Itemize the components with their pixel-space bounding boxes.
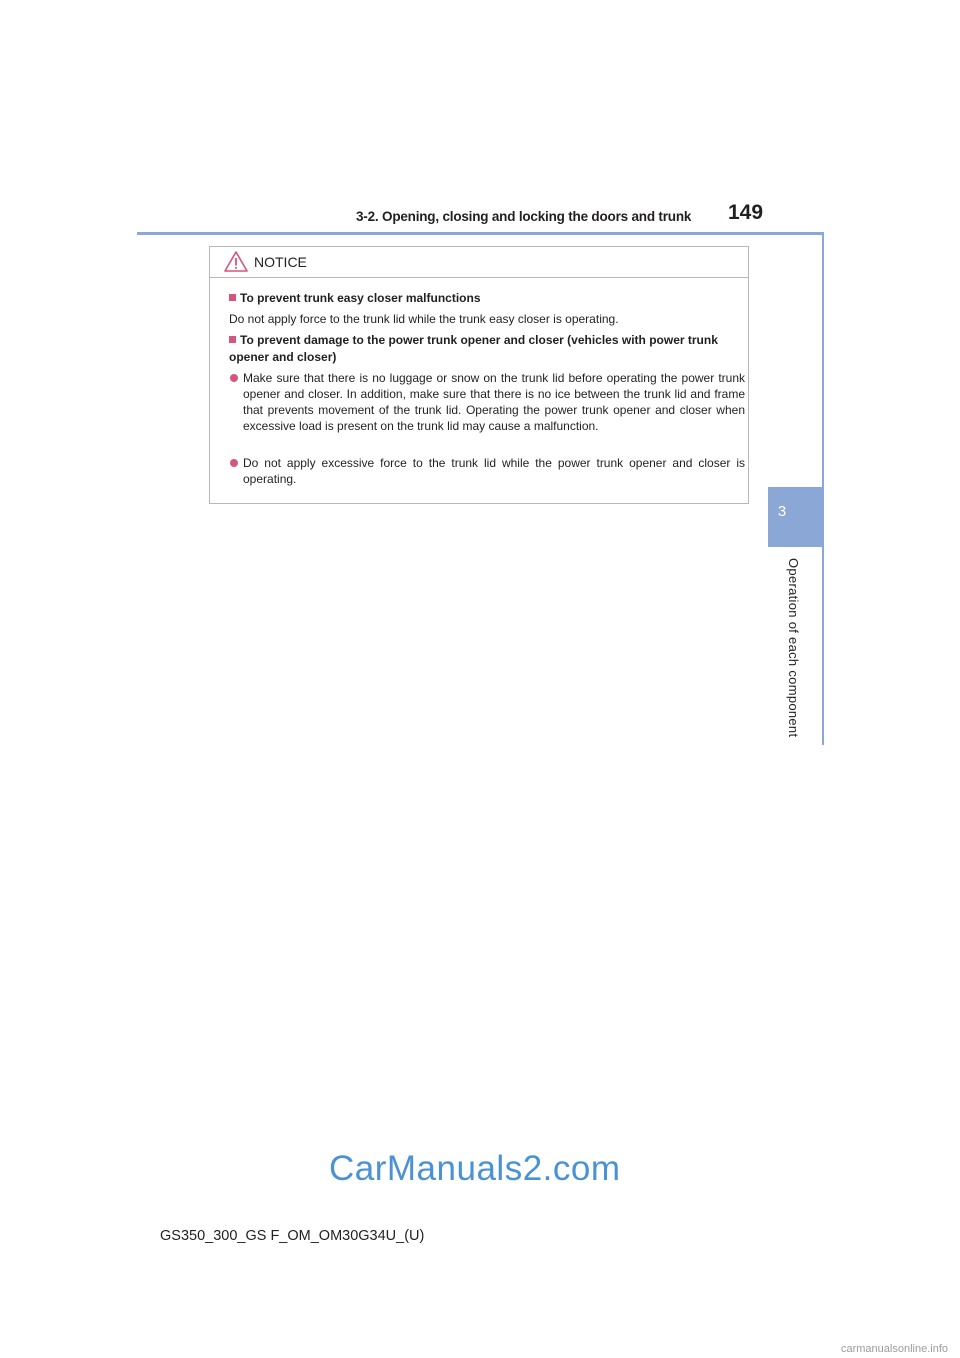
round-bullet-icon <box>230 374 238 382</box>
chapter-title: Operation of each component <box>786 558 801 738</box>
notice-item-title: To prevent trunk easy closer malfunctions <box>229 290 745 307</box>
square-bullet-icon <box>229 336 236 343</box>
notice-item-title: To prevent damage to the power trunk opener and closer (vehicles with power trunk opener and closer) <box>229 333 718 364</box>
bullet-item <box>229 370 745 434</box>
bullet-text: Do not apply excessive force to the trunk lid while the power trunk opener and closer is operating. <box>243 456 745 486</box>
round-bullet-icon <box>230 459 238 467</box>
notice-label: NOTICE <box>254 254 307 270</box>
bullet-text: Make sure that there is no luggage or snow on the trunk lid before operating the power trunk opener and closer. In addition, make sure that there is no ice between the trunk lid and frame that prevents movement of the trunk lid. Operating the power trunk opener and closer when excessive load is present on the trunk lid may cause a malfunction. <box>243 371 745 433</box>
warning-triangle-icon <box>224 251 248 277</box>
chapter-number: 3 <box>777 503 787 520</box>
bottom-watermark: carmanualsonline.info <box>840 1343 948 1355</box>
footer-doc-code: GS350_300_GS F_OM_OM30G34U_(U) <box>160 1228 425 1244</box>
header-rule <box>137 232 824 235</box>
notice-box <box>209 246 749 504</box>
notice-item-text: Do not apply force to the trunk lid while the trunk easy closer is operating. <box>229 312 619 326</box>
section-title: 3-2. Opening, closing and locking the doors and trunk <box>356 209 692 224</box>
bullet-item <box>229 455 745 487</box>
page-number: 149 <box>728 201 764 224</box>
square-bullet-icon <box>229 294 236 301</box>
notice-header <box>210 247 748 278</box>
watermark: CarManuals2.com <box>329 1149 621 1188</box>
